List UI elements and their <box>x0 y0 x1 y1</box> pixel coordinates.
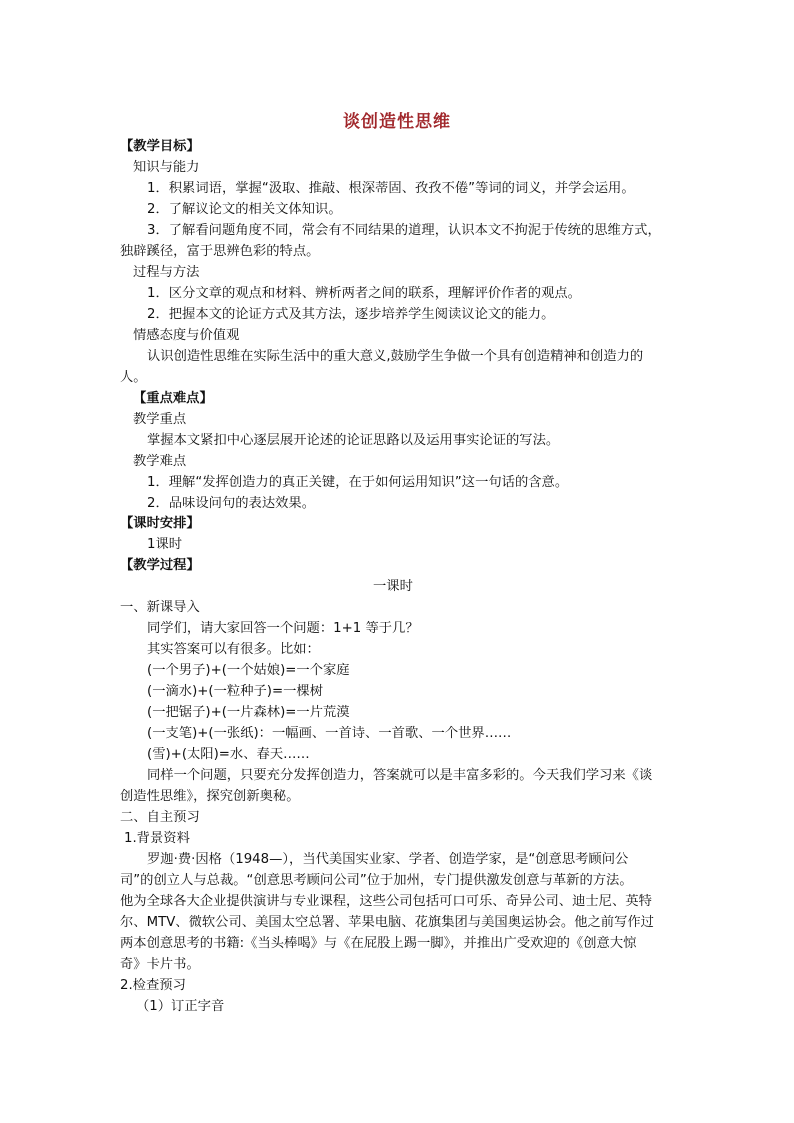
background-line: 罗迦·费·因格（1948—），当代美国实业家、学者、创造学家，是“创意思考顾问公 <box>147 852 629 867</box>
background-line: 司”的创立人与总裁。“创意思考顾问公司”位于加州，专门提供激发创意与革新的方法。 <box>120 873 633 888</box>
section1-line: (一滴水)+(一粒种子)=一棵树 <box>147 684 324 699</box>
background-heading: 1.背景资料 <box>124 831 190 846</box>
knowledge-heading: 知识与能力 <box>133 160 200 175</box>
emotion-text-continued: 人。 <box>120 370 147 385</box>
difficulty-item: 1．理解“发挥创造力的真正关键，在于如何运用知识”这一句话的含意。 <box>147 475 569 490</box>
section1-line: (雪)+(太阳)=水、春天…… <box>147 747 310 762</box>
difficulty-heading: 教学难点 <box>133 454 187 469</box>
section1-line: (一把锯子)+(一片森林)=一片荒漠 <box>147 705 350 720</box>
background-line: 尔、MTV、微软公司、美国太空总署、苹果电脑、花旗集团与美国奥运协会。他之前写作过 <box>120 915 654 930</box>
key-point-text: 掌握本文紧扣中心逐层展开论述的论证思路以及运用事实论证的写法。 <box>147 433 560 448</box>
background-line: 他为全球各大企业提供演讲与专业课程，这些公司包括可口可乐、奇异公司、迪士尼、英特 <box>120 894 652 909</box>
knowledge-item-continued: 独辟蹊径，富于思辨色彩的特点。 <box>120 244 320 259</box>
knowledge-item: 1．积累词语，掌握“汲取、推敲、根深蒂固、孜孜不倦”等词的词义，并学会运用。 <box>147 181 635 196</box>
page-title: 谈创造性思维 <box>343 112 451 132</box>
schedule-heading: 【课时安排】 <box>120 516 200 531</box>
section2-heading: 二、自主预习 <box>120 810 200 825</box>
emotion-text: 认识创造性思维在实际生活中的重大意义,鼓励学生争做一个具有创造精神和创造力的 <box>147 349 644 364</box>
section1-line: (一个男子)+(一个姑娘)=一个家庭 <box>147 663 350 678</box>
preview-subheading: （1）订正字音 <box>136 999 225 1014</box>
process-item: 1．区分文章的观点和材料、辨析两者之间的联系，理解评价作者的观点。 <box>147 286 581 301</box>
emotion-heading: 情感态度与价值观 <box>133 328 240 343</box>
schedule-text: 1课时 <box>147 537 183 552</box>
section1-line: 其实答案可以有很多。比如： <box>147 642 320 657</box>
section1-line: (一支笔)+(一张纸)：一幅画、一首诗、一首歌、一个世界…… <box>147 726 512 741</box>
lesson-label: 一课时 <box>373 579 413 594</box>
key-point-heading: 教学重点 <box>133 412 187 427</box>
knowledge-item: 3．了解看问题角度不同，常会有不同结果的道理，认识本文不拘泥于传统的思维方式， <box>147 223 661 238</box>
section1-heading: 一、新课导入 <box>120 600 200 615</box>
background-line: 两本创意思考的书籍:《当头棒喝》与《在屁股上踢一脚》，并推出广受欢迎的《创意大惊 <box>120 936 637 951</box>
section1-line-continued: 创造性思维》，探究创新奥秘。 <box>120 789 300 804</box>
knowledge-item: 2．了解议论文的相关文体知识。 <box>147 202 342 217</box>
background-line: 奇》卡片书。 <box>120 957 200 972</box>
preview-heading: 2.检查预习 <box>120 978 186 993</box>
section1-line: 同学们，请大家回答一个问题：1+1 等于几？ <box>147 621 419 636</box>
key-heading: 【重点难点】 <box>133 391 213 406</box>
section1-line: 同样一个问题，只要充分发挥创造力，答案就可以是丰富多彩的。今天我们学习来《谈 <box>147 768 653 783</box>
difficulty-item: 2．品味设问句的表达效果。 <box>147 496 316 511</box>
process-item: 2．把握本文的论证方式及其方法，逐步培养学生阅读议论文的能力。 <box>147 307 555 322</box>
objectives-heading: 【教学目标】 <box>120 139 200 154</box>
process-main-heading: 【教学过程】 <box>120 558 200 573</box>
process-heading: 过程与方法 <box>133 265 200 280</box>
